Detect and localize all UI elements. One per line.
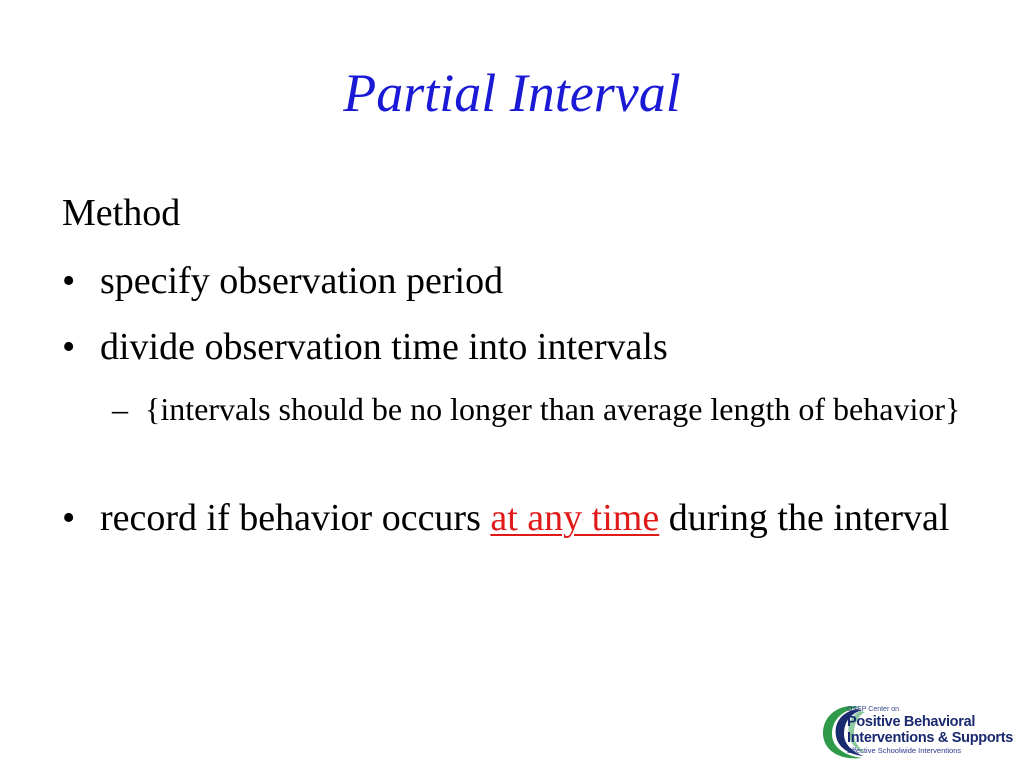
pbis-logo bbox=[820, 700, 1020, 762]
logo-line-2: Positive Behavioral bbox=[847, 714, 976, 730]
bullet-text: specify observation period bbox=[100, 260, 504, 302]
section-heading: Method bbox=[62, 192, 181, 234]
bullet-text-before: record if behavior occurs bbox=[100, 497, 491, 539]
sub-bullet-marker: – bbox=[112, 391, 128, 427]
highlighted-phrase: at any time bbox=[490, 497, 660, 539]
logo-line-3: Interventions & Supports bbox=[847, 730, 1014, 746]
bullet-text-after: during the interval bbox=[659, 497, 950, 539]
bullet-marker: • bbox=[62, 326, 76, 368]
sub-bullet-text: {intervals should be no longer than average length of behavior} bbox=[145, 391, 961, 427]
bullet-marker: • bbox=[62, 497, 76, 539]
bullet-marker: • bbox=[62, 260, 76, 302]
slide-title: Partial Interval bbox=[343, 63, 681, 123]
logo-line-1: OSEP Center on bbox=[847, 706, 900, 713]
logo-text bbox=[847, 706, 1013, 755]
bullet-text: divide observation time into intervals bbox=[100, 326, 668, 368]
logo-line-4: Effective Schoolwide Interventions bbox=[847, 746, 962, 755]
bullet-text bbox=[100, 491, 950, 545]
